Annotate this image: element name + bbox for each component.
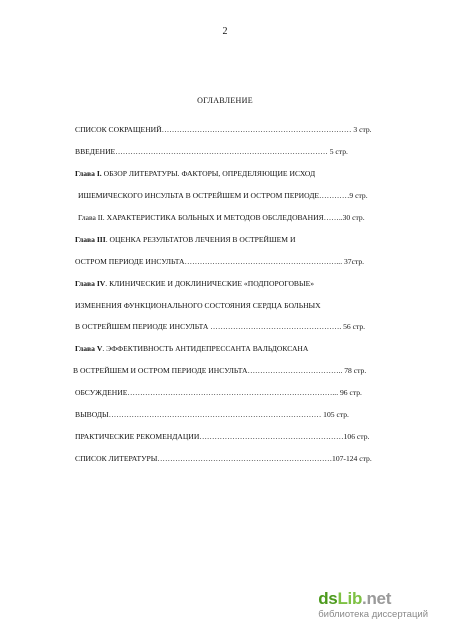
logo-lib: Lib <box>337 589 363 608</box>
logo-ds: ds <box>318 589 338 608</box>
toc-line <box>75 432 369 442</box>
logo-net: .net <box>362 589 392 608</box>
toc-line <box>78 191 368 201</box>
toc-line <box>75 257 364 267</box>
toc-line <box>75 125 372 135</box>
toc-entry-text: . КЛИНИЧЕСКИЕ И ДОКЛИНИЧЕСКИЕ «ПОДПОРОГОВЫЕ» <box>105 279 315 288</box>
toc-line <box>75 147 348 157</box>
toc-entry-text: ВВЕДЕНИЕ………………………………………………………………………… 5 стр. <box>75 147 348 156</box>
toc-entry-text: ОСТРОМ ПЕРИОДЕ ИНСУЛЬТА……………………………………………………... 37стр. <box>75 257 365 266</box>
toc-entry-text: ОБСУЖДЕНИЕ………………………………………………………………………... 96 стр. <box>75 388 362 397</box>
toc-title: ОГЛАВЛЕНИЕ <box>197 96 253 105</box>
toc-line <box>78 213 365 223</box>
toc-entry-text: Глава II. ХАРАКТЕРИСТИКА БОЛЬНЫХ И МЕТОДОВ ОБСЛЕДОВАНИЯ……..30 стр. <box>78 213 365 222</box>
logo-subtitle: библиотека диссертаций <box>318 609 428 620</box>
toc-line <box>75 169 315 179</box>
toc-line <box>75 388 362 398</box>
toc-entry-text: ВЫВОДЫ………………………………………………………………………… 105 стр. <box>75 410 349 419</box>
toc-entry-text: ПРАКТИЧЕСКИЕ РЕКОМЕНДАЦИИ…………………………………………………106 стр. <box>75 432 370 441</box>
toc-entry-text: В ОСТРЕЙШЕМ ПЕРИОДЕ ИНСУЛЬТА ……………………………………………. 56 стр. <box>75 322 366 331</box>
toc-line <box>75 301 321 311</box>
toc-chapter-label: Глава IV <box>75 279 106 288</box>
toc-line <box>75 279 314 289</box>
toc-entry-text: . ЭФФЕКТИВНОСТЬ АНТИДЕПРЕССАНТА ВАЛЬДОКСАНА <box>102 344 309 353</box>
toc-entry-text: СПИСОК ЛИТЕРАТУРЫ……………………………………………………………107-124 стр. <box>75 454 372 463</box>
dslib-logo-wordmark <box>318 590 428 608</box>
toc-chapter-label: Глава III <box>75 235 106 244</box>
toc-chapter-label: Глава I. <box>75 169 102 178</box>
toc-line <box>75 410 349 420</box>
toc-line <box>73 366 366 376</box>
toc-line <box>75 454 372 464</box>
toc-entry-text: ИЗМЕНЕНИЯ ФУНКЦИОНАЛЬНОГО СОСТОЯНИЯ СЕРДЦА БОЛЬНЫХ <box>75 301 321 310</box>
toc-entry-text: СПИСОК СОКРАЩЕНИЙ………………………………………………………………… 3 стр. <box>75 125 372 134</box>
toc-chapter-label: Глава V <box>75 344 103 353</box>
toc-entry-text: ОБЗОР ЛИТЕРАТУРЫ. ФАКТОРЫ, ОПРЕДЕЛЯЮЩИЕ ИСХОД <box>101 169 316 178</box>
toc-entry-text: . ОЦЕНКА РЕЗУЛЬТАТОВ ЛЕЧЕНИЯ В ОСТРЕЙШЕМ И <box>105 235 296 244</box>
toc-entry-text: ИШЕМИЧЕСКОГО ИНСУЛЬТА В ОСТРЕЙШЕМ И ОСТРОМ ПЕРИОДЕ…………9 стр. <box>78 191 368 200</box>
toc-entry-text: В ОСТРЕЙШЕМ И ОСТРОМ ПЕРИОДЕ ИНСУЛЬТА……………………………….. 78 стр. <box>73 366 367 375</box>
toc-line <box>75 344 308 354</box>
toc-line <box>75 235 295 245</box>
dslib-watermark-logo[interactable] <box>318 590 428 620</box>
toc-line <box>75 322 365 332</box>
page-number: 2 <box>222 26 228 37</box>
